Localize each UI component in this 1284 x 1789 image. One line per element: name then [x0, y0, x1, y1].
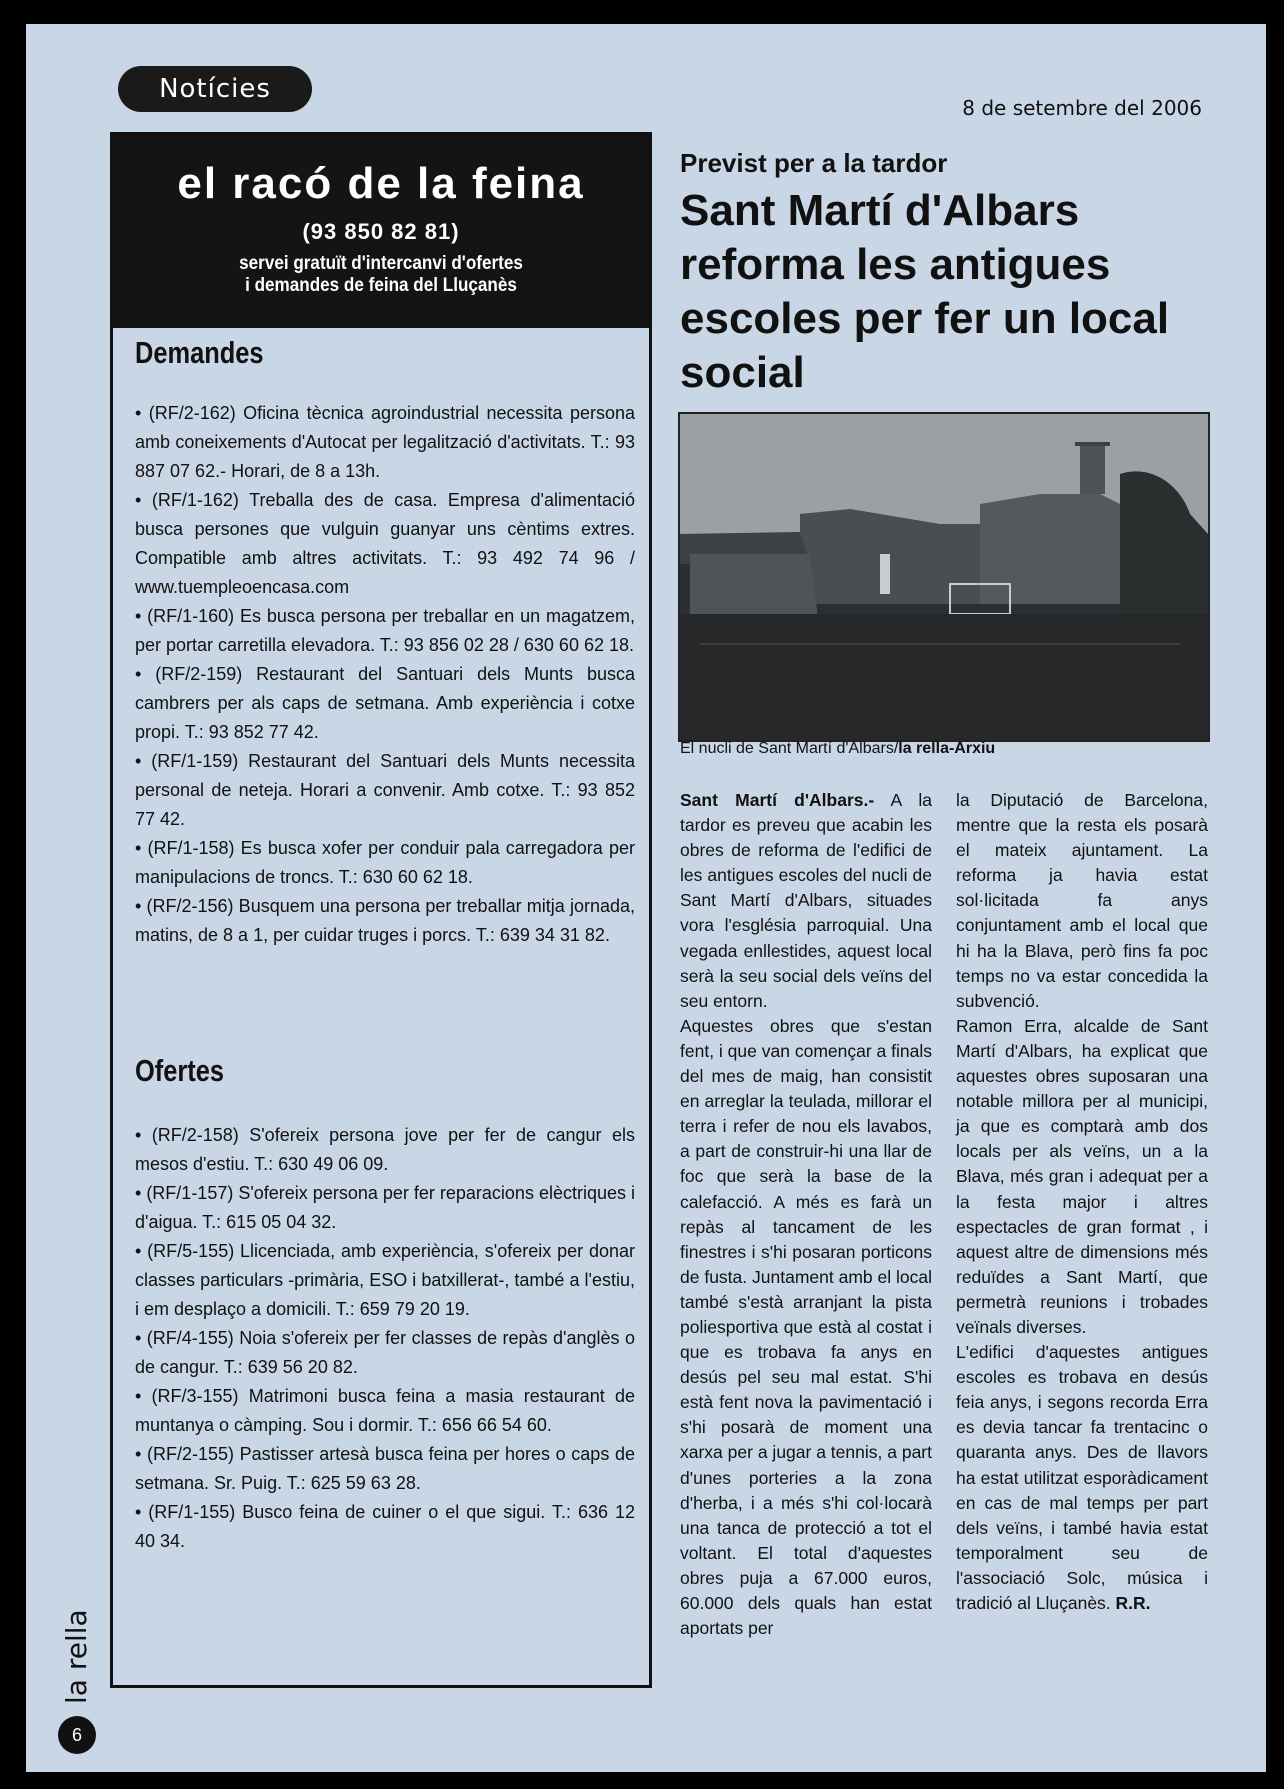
photo-credit: la rella-Arxiu	[898, 740, 996, 757]
article-headline: Sant Martí d'Albars reforma les antigues escoles per fer un local social	[680, 186, 1170, 397]
offer-item: • (RF/1-157) S'ofereix persona per fer reparacions elèctriques i d'aigua. T.: 615 05 04 32.	[135, 1183, 635, 1232]
newspaper-page	[26, 24, 1266, 1772]
article-column-2	[956, 788, 1208, 1616]
offer-item: • (RF/4-155) Noia s'ofereix per fer classes de repàs d'anglès o de cangur. T.: 639 56 20 82.	[135, 1328, 635, 1377]
demands-list	[135, 399, 635, 950]
offers-list	[135, 1121, 635, 1556]
offer-item: • (RF/2-155) Pastisser artesà busca feina per hores o caps de setmana. Sr. Puig. T.: 625 59 63 28.	[135, 1444, 635, 1493]
demand-item: • (RF/1-159) Restaurant del Santuari dels Munts necessita personal de neteja. Horari a convenir. Amb cotxe. T.: 93 852 77 42.	[135, 751, 635, 829]
demands-title: Demandes	[135, 335, 264, 370]
demand-item: • (RF/2-159) Restaurant del Santuari dels Munts busca cambrers per als caps de setmana. Amb experiència i cotxe propi. T.: 93 852 77 42.	[135, 664, 635, 742]
article-paragraph: Sant Martí d'Albars.- A la tardor es preveu que acabin les obres de reforma de l'edifici de les antigues escoles del nucli de Sant Martí d'Albars, situades vora l'església parroquial. Una vegada enllestides, aquest local serà la seu social dels veïns del seu entorn.	[680, 790, 932, 1011]
offer-item: • (RF/5-155) Llicenciada, amb experiència, s'ofereix per donar classes particulars -primària, ESO i batxillerat-, també a l'estiu, i em desplaço a domicili. T.: 659 79 20 19.	[135, 1241, 635, 1319]
jobs-box-phone: (93 850 82 81)	[302, 219, 460, 244]
article-paragraph: la Diputació de Barcelona, mentre que la resta els posarà el mateix ajuntament. La reforma ja havia estat sol·licitada fa anys conjuntament amb el local que hi ha la Blava, però fins fa poc temps no va estar concedida la subvenció.	[956, 790, 1208, 1011]
demand-item: • (RF/2-162) Oficina tècnica agroindustrial necessita persona amb coneixements d'Autocat per legalització d'activitats. T.: 93 887 07 62.- Horari, de 8 a 13h.	[135, 403, 635, 481]
article-paragraph: Aquestes obres que s'estan fent, i que van començar a finals del mes de maig, han consistit en arreglar la teulada, millorar el terra i refer de nou els lavabos, a part de construir-hi una llar de foc que serà la base de la calefacció. A més es farà un repàs al tancament de les finestres i s'hi posaran porticons de fusta. Juntament amb el local també s'està arranjant la pista poliesportiva que està al costat i que es trobava fa anys en desús pel seu mal estat. S'hi està fent nova la pavimentació i s'hi posarà de moment una xarxa per a jugar a tennis, a part d'unes porteries a la zona d'herba, i a més s'hi col·locarà una tanca de protecció a tot el voltant. El total d'aquestes obres puja a 67.000 euros, 60.000 dels quals han estat aportats per	[680, 1015, 932, 1639]
offer-item: • (RF/3-155) Matrimoni busca feina a masia restaurant de muntanya o càmping. Sou i dormir. T.: 656 66 54 60.	[135, 1386, 635, 1435]
article-kicker: Previst per a la tardor	[680, 148, 948, 178]
jobs-box-subtitle-line1: servei gratuït d'intercanvi d'ofertes	[239, 253, 523, 274]
publication-name: la rella	[60, 1609, 93, 1704]
jobs-box-header	[113, 135, 649, 328]
jobs-box-title: el racó de la feina	[177, 159, 585, 208]
issue-date: 8 de setembre del 2006	[962, 96, 1202, 120]
article-signature: R.R.	[1115, 1593, 1151, 1613]
demand-item: • (RF/2-156) Busquem una persona per treballar mitja jornada, matins, de 8 a 1, per cuidar truges i porcs. T.: 639 34 31 82.	[135, 896, 635, 945]
jobs-box-subtitle-line2: i demandes de feina del Lluçanès	[245, 275, 517, 296]
offer-item: • (RF/2-158) S'ofereix persona jove per fer de cangur els mesos d'estiu. T.: 630 49 06 09.	[135, 1125, 636, 1174]
page-number: 6	[58, 1716, 96, 1754]
offers-title: Ofertes	[135, 1053, 225, 1088]
article-lead: Sant Martí d'Albars.-	[680, 790, 875, 810]
article-photo	[678, 412, 1210, 742]
offer-item: • (RF/1-155) Busco feina de cuiner o el que sigui. T.: 636 12 40 34.	[135, 1502, 635, 1551]
demand-item: • (RF/1-160) Es busca persona per treballar en un magatzem, per portar carretilla elevadora. T.: 93 856 02 28 / 630 60 62 18.	[135, 606, 635, 655]
village-photo-illustration	[680, 414, 1208, 740]
jobs-box	[110, 132, 652, 1688]
article-paragraph: Ramon Erra, alcalde de Sant Martí d'Albars, ha explicat que aquestes obres suposaran una notable millora per al municipi, ja que es comptarà amb dos locals per als veïns, un a la Blava, més gran i adequat per a la festa major i altres espectacles de gran format , i aquest altre de dimensions més reduïdes a Sant Martí, que permetrà reunions i trobades veïnals diverses.	[956, 1015, 1208, 1337]
article-paragraph: L'edifici d'aquestes antigues escoles es trobava en desús feia anys, i segons recorda Erra es devia tancar fa trentacinc o quaranta anys. Des de llavors ha estat utilitzat esporàdicament en cas de mal temps per part dels veïns, i també havia estat temporalment seu de l'associació Solc, música i tradició al Lluçanès. R.R.	[956, 1342, 1208, 1613]
demand-item: • (RF/1-162) Treballa des de casa. Empresa d'alimentació busca persones que vulguin guanyar uns cèntims extres. Compatible amb altres activitats. T.: 93 492 74 96 / www.tuempleoencasa.com	[135, 490, 635, 597]
section-label: Notícies	[118, 66, 312, 112]
demand-item: • (RF/1-158) Es busca xofer per conduir pala carregadora per manipulacions de troncs. T.: 630 60 62 18.	[135, 838, 635, 887]
jobs-box-subtitle	[140, 253, 622, 297]
article-column-1	[680, 788, 932, 1641]
photo-caption: El nucli de Sant Martí d'Albars/la rella-Arxiu	[680, 740, 996, 757]
